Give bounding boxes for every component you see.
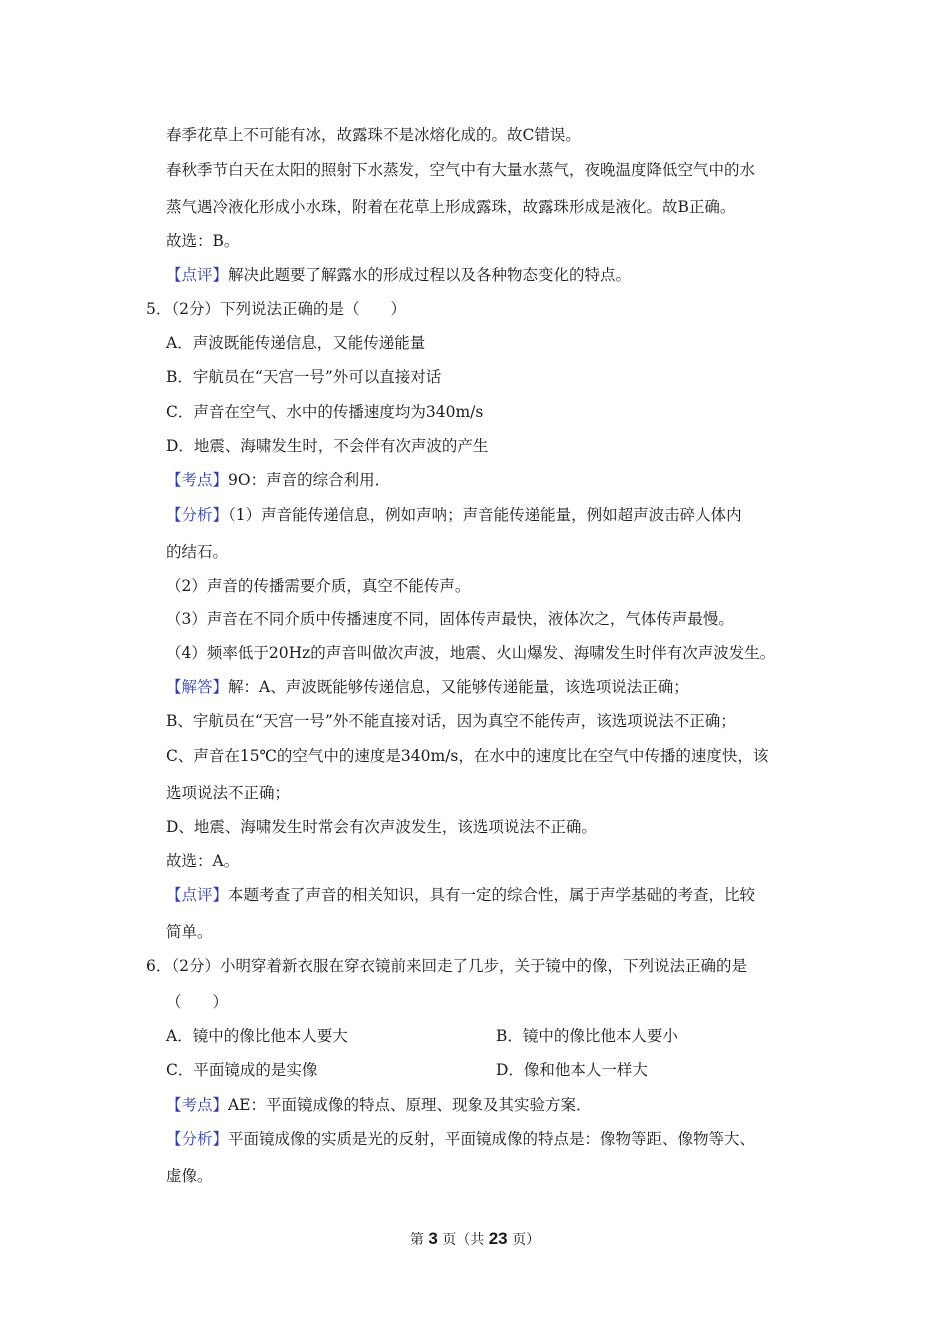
fenxi-line [166,1129,755,1149]
text-line: （4）频率低于20Hz的声音叫做次声波，地震、火山爆发、海啸发生时伴有次声波发生。 [166,644,776,662]
jieda-text: 解：A、声波既能够传递信息，又能够传递能量，该选项说法正确； [228,678,689,696]
jieda-tag: 【解答】 [166,678,229,696]
review-line [166,885,755,905]
text-line: 的结石。 [166,543,229,561]
total-pages: 23 [488,1229,508,1248]
review-text: 本题考查了声音的相关知识，具有一定的综合性，属于声学基础的考查，比较 [228,886,756,904]
option-a: A．声波既能传递信息，又能传递能量 [166,334,426,352]
kaodian-line [166,1095,592,1115]
footer-prefix: 第 [409,1232,429,1248]
footer-mid: 页（共 [437,1232,489,1248]
option-c: C．声音在空气、水中的传播速度均为340m/s [166,403,484,421]
text-line: C、声音在15℃的空气中的速度是340m/s，在水中的速度比在空气中传播的速度快，该 [166,747,769,765]
answer-line: 故选：B。 [166,232,240,250]
option-a: A．镜中的像比他本人要大 [166,1027,348,1045]
fenxi-text: （1）声音能传递信息，例如声呐；声音能传递能量，例如超声波击碎人体内 [228,506,742,524]
text-line: 春季花草上不可能有冰，故露珠不是冰熔化成的。故C错误。 [166,126,581,144]
text-line: 虚像。 [166,1167,213,1185]
question-text: （2分）下列说法正确的是（ ） [171,300,406,318]
kaodian-tag: 【考点】 [166,1096,229,1114]
text-line: D、地震、海啸发生时常会有次声波发生，该选项说法不正确。 [166,818,597,836]
text-line: 春秋季节白天在太阳的照射下水蒸发，空气中有大量水蒸气，夜晚温度降低空气中的水 [166,161,756,179]
fenxi-tag: 【分析】 [166,506,229,524]
question-number: 6． [146,957,172,975]
option-c: C．平面镜成的是实像 [166,1061,318,1079]
page-footer [0,1229,950,1250]
option-d: D．像和他本人一样大 [496,1061,648,1079]
review-text: 解决此题要了解露水的形成过程以及各种物态变化的特点。 [228,266,632,284]
page-number: 3 [428,1229,438,1248]
text-line: （3）声音在不同介质中传播速度不同，固体传声最快，液体次之，气体传声最慢。 [166,610,734,628]
question-number: 5． [146,300,172,318]
text-line: （2）声音的传播需要介质，真空不能传声。 [166,577,471,595]
fenxi-text: 平面镜成像的实质是光的反射，平面镜成像的特点是：像物等距、像物等大、 [228,1130,756,1148]
option-b: B．镜中的像比他本人要小 [496,1027,678,1045]
text-line: 简单。 [166,923,213,941]
text-line: （ ） [166,993,229,1011]
text-line: 蒸气遇冷液化形成小水珠，附着在花草上形成露珠，故露珠形成是液化。故B正确。 [166,198,736,216]
kaodian-text: AE：平面镜成像的特点、原理、现象及其实验方案． [228,1096,592,1114]
text-line: 选项说法不正确； [166,784,291,802]
kaodian-line [166,470,390,490]
review-tag: 【点评】 [166,886,229,904]
fenxi-tag: 【分析】 [166,1130,229,1148]
text-line: B、宇航员在“天宫一号”外不能直接对话，因为真空不能传声，该选项说法不正确； [166,712,736,730]
kaodian-tag: 【考点】 [166,471,229,489]
kaodian-text: 9O：声音的综合利用． [228,471,391,489]
question-5-stem [146,299,406,319]
jieda-line [166,677,689,697]
footer-suffix: 页） [507,1232,541,1248]
option-b: B．宇航员在“天宫一号”外可以直接对话 [166,368,442,386]
option-d: D．地震、海啸发生时，不会伴有次声波的产生 [166,437,489,455]
question-6-stem [146,956,747,976]
fenxi-line [166,505,742,525]
question-text: （2分）小明穿着新衣服在穿衣镜前来回走了几步，关于镜中的像，下列说法正确的是 [171,957,747,975]
review-line [166,265,631,285]
answer-line: 故选：A。 [166,852,240,870]
review-tag: 【点评】 [166,266,229,284]
